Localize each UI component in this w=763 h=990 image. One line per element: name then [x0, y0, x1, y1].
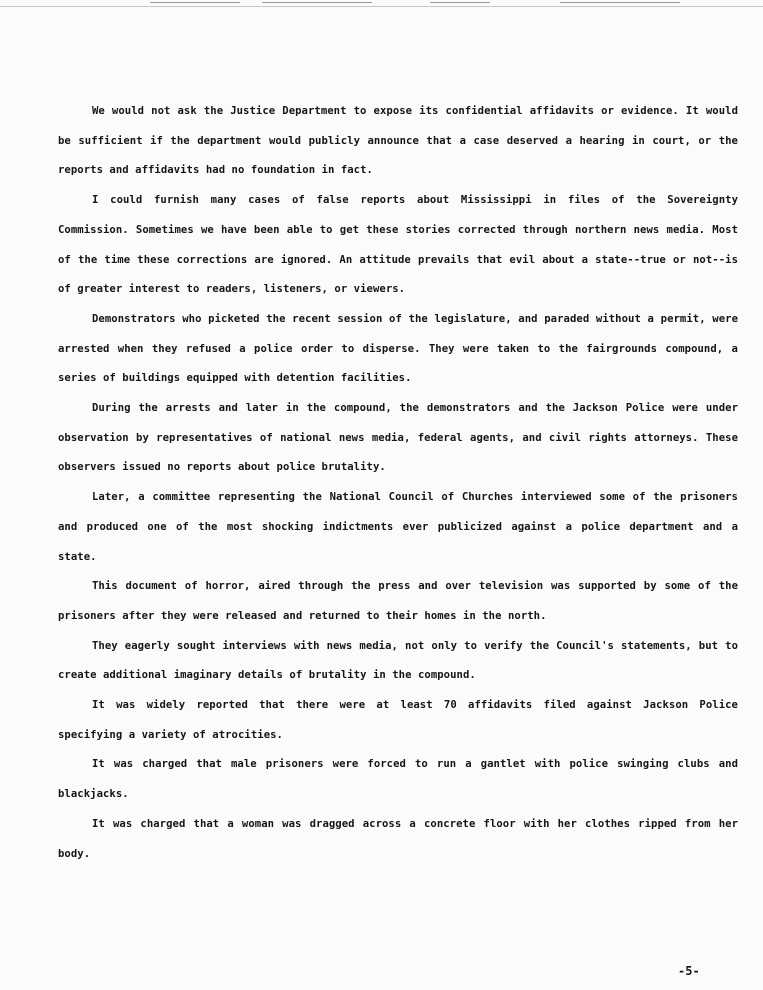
scan-edge-artifact [0, 0, 763, 9]
paragraph: They eagerly sought interviews with news media, not only to verify the Council's statements, but to create additional imaginary details of brutality in the compound. [58, 639, 738, 682]
scan-edge-mark [560, 2, 680, 3]
paragraph: It was charged that male prisoners were forced to run a gantlet with police swinging clubs and blackjacks. [58, 758, 738, 801]
scan-edge-mark [150, 2, 240, 3]
paragraph: During the arrests and later in the compound, the demonstrators and the Jackson Police were under observation by representatives of national news media, federal agents, and civil rights attorneys. These observers issued no reports about police brutality. [58, 402, 738, 474]
paragraph: I could furnish many cases of false reports about Mississippi in files of the Sovereignty Commission. Sometimes we have been able to get these stories corrected through northern news media. Most of the time these corrections are ignored. An attitude prevails that evil about a state--true or not--is of greater interest to readers, listeners, or viewers. [58, 194, 738, 296]
scan-edge-mark [262, 2, 372, 3]
paragraph: It was widely reported that there were at least 70 affidavits filed against Jackson Police specifying a variety of atrocities. [58, 699, 738, 741]
scan-edge-line [0, 6, 763, 7]
scan-edge-mark [430, 2, 490, 3]
page-number: -5- [678, 964, 700, 978]
paragraph: Later, a committee representing the National Council of Churches interviewed some of the prisoners and produced one of the most shocking indictments ever publicized against a police department and a state. [58, 491, 738, 563]
paragraph: This document of horror, aired through the press and over television was supported by some of the prisoners after they were released and returned to their homes in the north. [58, 580, 738, 622]
paragraph: We would not ask the Justice Department to expose its confidential affidavits or evidence. It would be sufficient if the department would publicly announce that a case deserved a hearing in court, or the reports and affidavits had no foundation in fact. [58, 105, 738, 177]
paragraph: Demonstrators who picketed the recent session of the legislature, and paraded without a permit, were arrested when they refused a police order to disperse. They were taken to the fairgrounds compound, a series of buildings equipped with detention facilities. [58, 312, 738, 385]
paragraph: It was charged that a woman was dragged across a concrete floor with her clothes ripped from her body. [58, 817, 738, 860]
document-body [58, 97, 738, 869]
